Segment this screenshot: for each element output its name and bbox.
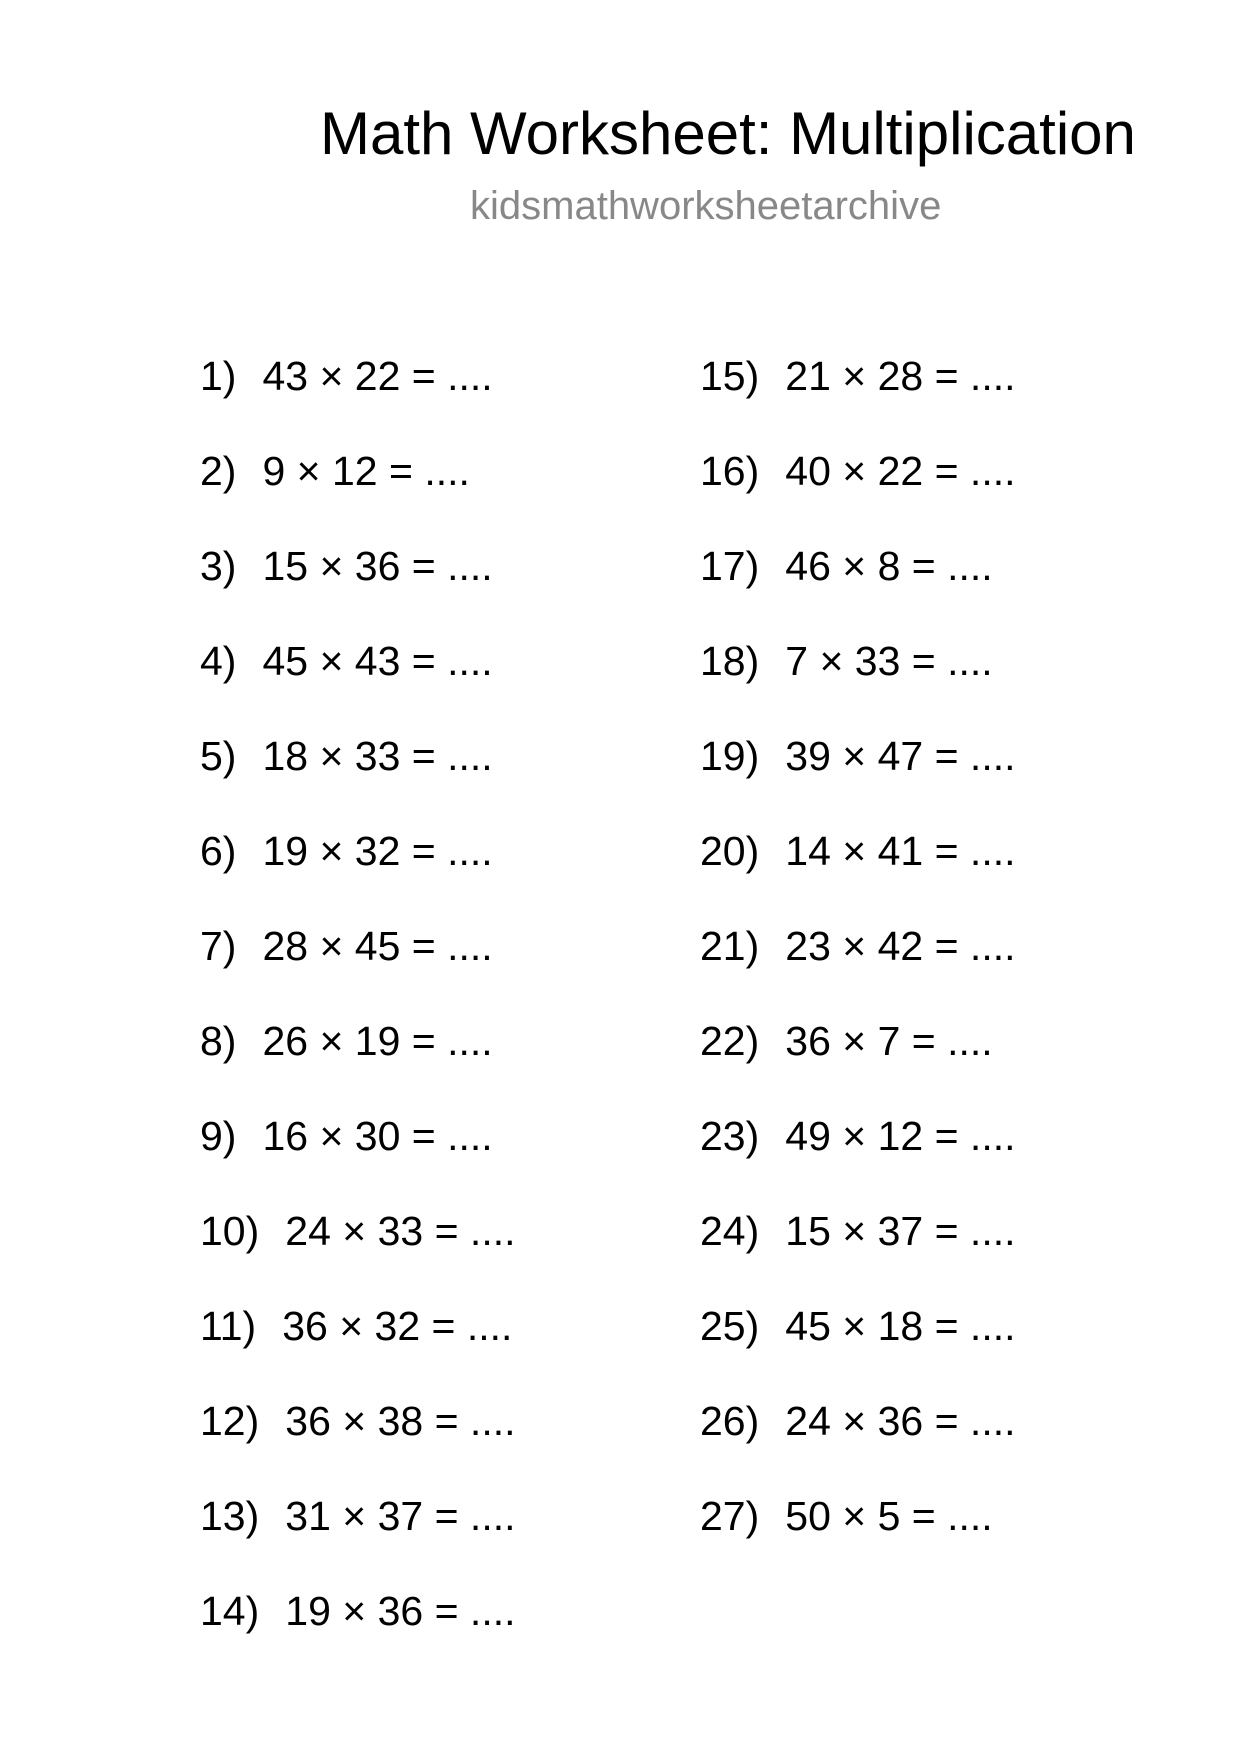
problem-number: 3)	[200, 543, 237, 589]
problem-item	[700, 636, 1016, 731]
problem-expression: 46 × 8 = ....	[785, 543, 993, 589]
problem-item	[200, 826, 516, 921]
problem-number: 12)	[200, 1398, 260, 1444]
problem-expression: 15 × 37 = ....	[785, 1208, 1016, 1254]
problem-column-right	[700, 351, 1016, 1586]
problem-column-left	[200, 351, 516, 1681]
problem-expression: 14 × 41 = ....	[785, 828, 1016, 874]
problem-expression: 9 × 12 = ....	[262, 448, 470, 494]
problem-number: 17)	[700, 543, 760, 589]
problem-item	[700, 541, 1016, 636]
problem-item	[200, 541, 516, 636]
problem-number: 19)	[700, 733, 760, 779]
problem-number: 18)	[700, 638, 760, 684]
problem-item	[200, 1206, 516, 1301]
problem-expression: 50 × 5 = ....	[785, 1493, 993, 1539]
problem-expression: 24 × 36 = ....	[785, 1398, 1016, 1444]
problem-item	[700, 1111, 1016, 1206]
problem-item	[700, 446, 1016, 541]
problem-item	[200, 1491, 516, 1586]
problem-item	[200, 636, 516, 731]
problem-item	[700, 351, 1016, 446]
problem-expression: 31 × 37 = ....	[285, 1493, 516, 1539]
problem-number: 4)	[200, 638, 237, 684]
problem-item	[200, 731, 516, 826]
problem-number: 22)	[700, 1018, 760, 1064]
problem-number: 23)	[700, 1113, 760, 1159]
problem-expression: 28 × 45 = ....	[262, 923, 493, 969]
problem-item	[200, 1016, 516, 1111]
problem-number: 25)	[700, 1303, 760, 1349]
problem-expression: 23 × 42 = ....	[785, 923, 1016, 969]
problem-item	[700, 1301, 1016, 1396]
problem-number: 1)	[200, 353, 237, 399]
worksheet-subtitle: kidsmathworksheetarchive	[470, 184, 942, 228]
problem-number: 11)	[200, 1303, 257, 1349]
problem-expression: 39 × 47 = ....	[785, 733, 1016, 779]
problem-expression: 49 × 12 = ....	[785, 1113, 1016, 1159]
problem-number: 15)	[700, 353, 760, 399]
problem-item	[200, 351, 516, 446]
problem-item	[200, 446, 516, 541]
problem-expression: 7 × 33 = ....	[785, 638, 993, 684]
problem-number: 14)	[200, 1588, 260, 1634]
problem-number: 9)	[200, 1113, 237, 1159]
problem-item	[200, 1396, 516, 1491]
problem-number: 26)	[700, 1398, 760, 1444]
problem-item	[700, 731, 1016, 826]
worksheet-title: Math Worksheet: Multiplication	[320, 100, 1136, 167]
problem-expression: 36 × 32 = ....	[282, 1303, 513, 1349]
problem-item	[200, 921, 516, 1016]
problem-item	[700, 826, 1016, 921]
problem-expression: 36 × 7 = ....	[785, 1018, 993, 1064]
problem-expression: 45 × 43 = ....	[262, 638, 493, 684]
problem-expression: 16 × 30 = ....	[262, 1113, 493, 1159]
problem-number: 8)	[200, 1018, 237, 1064]
problem-number: 2)	[200, 448, 237, 494]
problem-number: 21)	[700, 923, 760, 969]
problem-expression: 45 × 18 = ....	[785, 1303, 1016, 1349]
problem-expression: 36 × 38 = ....	[285, 1398, 516, 1444]
problem-number: 24)	[700, 1208, 760, 1254]
problem-item	[200, 1301, 516, 1396]
problem-expression: 24 × 33 = ....	[285, 1208, 516, 1254]
problem-item	[200, 1111, 516, 1206]
problem-expression: 15 × 36 = ....	[262, 543, 493, 589]
problem-item	[700, 921, 1016, 1016]
problem-expression: 19 × 36 = ....	[285, 1588, 516, 1634]
problem-item	[700, 1491, 1016, 1586]
problem-item	[700, 1206, 1016, 1301]
problem-number: 5)	[200, 733, 237, 779]
problem-item	[700, 1016, 1016, 1111]
problem-number: 7)	[200, 923, 237, 969]
problem-expression: 21 × 28 = ....	[785, 353, 1016, 399]
problem-number: 10)	[200, 1208, 260, 1254]
problem-expression: 26 × 19 = ....	[262, 1018, 493, 1064]
problem-expression: 43 × 22 = ....	[262, 353, 493, 399]
problem-expression: 19 × 32 = ....	[262, 828, 493, 874]
problem-number: 27)	[700, 1493, 760, 1539]
problem-item	[200, 1586, 516, 1681]
problem-number: 13)	[200, 1493, 260, 1539]
problem-item	[700, 1396, 1016, 1491]
problem-expression: 18 × 33 = ....	[262, 733, 493, 779]
problem-number: 16)	[700, 448, 760, 494]
problem-number: 6)	[200, 828, 237, 874]
problem-number: 20)	[700, 828, 760, 874]
problem-expression: 40 × 22 = ....	[785, 448, 1016, 494]
